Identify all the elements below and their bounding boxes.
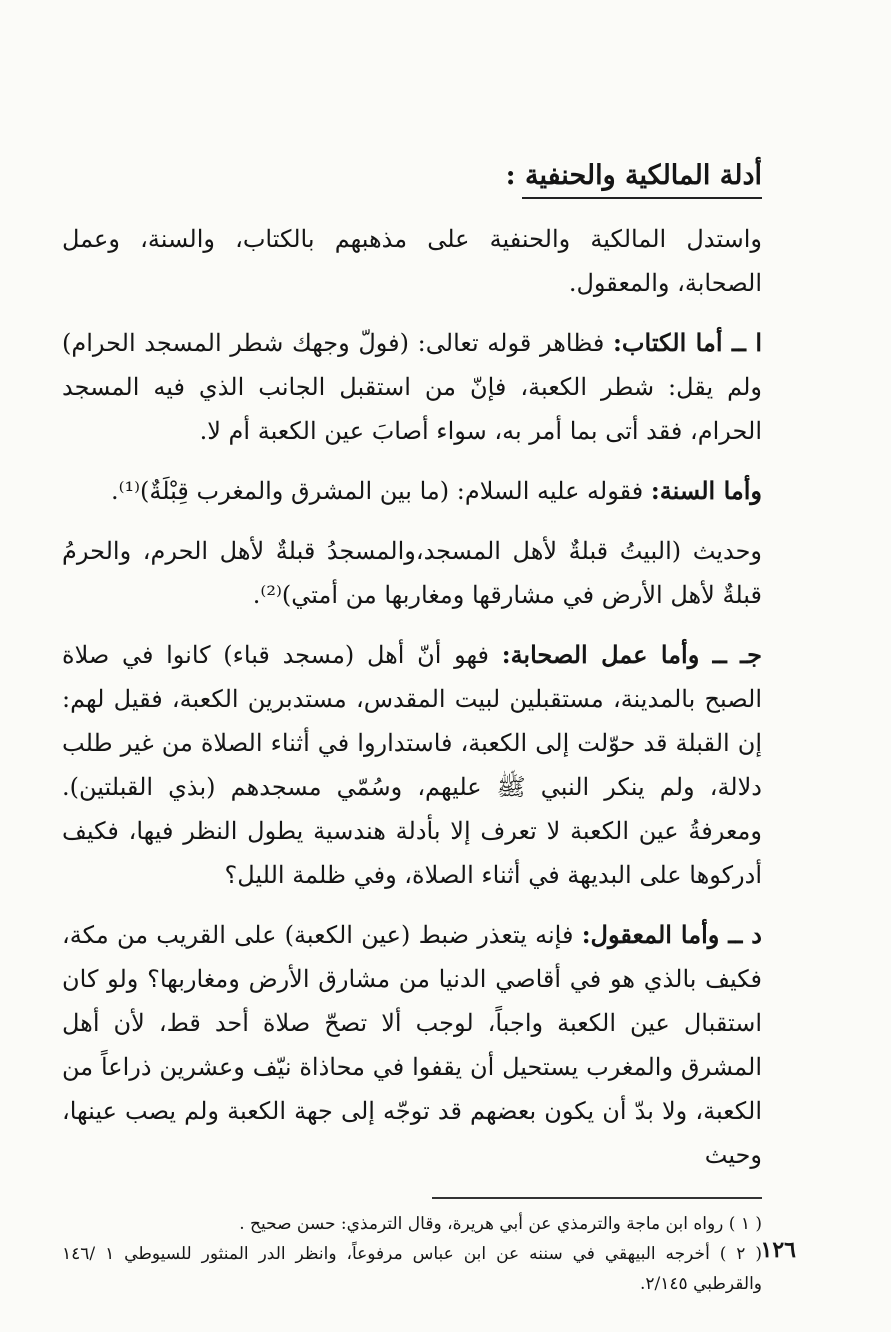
paragraph-reason: د ــ وأما المعقول: فإنه يتعذر ضبط (عين الكعبة) على القريب من مكة، فكيف بالذي هو في أقاصي الدنيا من مشارق الأرض ومغاربها؟ ولو كان استقبال عين الكعبة واجباً، لوجب ألا تصحّ صلاة أحد قط، لأن أهل المشرق والمغرب يستحيل أن يقفوا في محاذاة نيّف وعشرين ذراعاً من الكعبة، ولا بدّ أن يكون بعضهم قد توجّه إلى جهة الكعبة ولم يصب عينها، وحيث bbox=[62, 920, 762, 1169]
footnote-1: ( ١ ) رواه ابن ماجة والترمذي عن أبي هريرة، وقال الترمذي: حسن صحيح . bbox=[239, 1213, 762, 1234]
paragraph-lead: د ــ وأما المعقول: bbox=[581, 920, 762, 949]
page-body bbox=[62, 160, 762, 1299]
page-number: ١٢٦ bbox=[760, 1237, 796, 1263]
paragraph-lead: وأما السنة: bbox=[650, 476, 762, 505]
paragraph-sunnah: وأما السنة: فقوله عليه السلام: (ما بين المشرق والمغرب قِبْلَةٌ)⁽¹⁾. bbox=[110, 476, 762, 505]
paragraph-companions: جـ ــ وأما عمل الصحابة: فهو أنّ أهل (مسجد قباء) كانوا في صلاة الصبح بالمدينة، مستقبلين لبيت المقدس، مستدبرين الكعبة، فقيل لهم: إن القبلة قد حوّلت إلى الكعبة، فاستداروا في أثناء الصلاة من غير طلب دلالة، ولم ينكر النبي ﷺ عليهم، وسُمّي مسجدهم (بذي القبلتين). ومعرفةُ عين الكعبة لا تعرف إلا بأدلة هندسية يطول النظر فيها، فكيف أدركوها على البديهة في أثناء الصلاة، وفي ظلمة الليل؟ bbox=[62, 640, 763, 889]
heading-underline bbox=[522, 197, 762, 199]
paragraph-book: ا ــ أما الكتاب: فظاهر قوله تعالى: (فولّ وجهك شطر المسجد الحرام) ولم يقل: شطر الكعبة، فإنّ من استقبل الجانب الذي فيه المسجد الحرام، فقد أتى بما أمر به، سواء أصابَ عين الكعبة أم لا. bbox=[62, 328, 763, 445]
paragraph-intro: واستدل المالكية والحنفية على مذهبهم بالكتاب، والسنة، وعمل الصحابة، والمعقول. bbox=[62, 225, 762, 297]
section-heading: أدلة المالكية والحنفية : bbox=[505, 160, 762, 191]
footnote-2: ( ٢ ) أخرجه البيهقي في سننه عن ابن عباس مرفوعاً، وانظر الدر المنثور للسيوطي ١ /١٤٦ والقرطبي ٢/١٤٥. bbox=[62, 1243, 763, 1294]
paragraph-hadith: وحديث (البيتُ قبلةٌ لأهل المسجد،والمسجدُ قبلةٌ لأهل الحرم، والحرمُ قبلةٌ لأهل الأرض في مشارقها ومغاربها من أمتي)⁽²⁾. bbox=[62, 537, 762, 609]
footnote-separator bbox=[432, 1197, 762, 1199]
paragraph-lead: ا ــ أما الكتاب: bbox=[613, 328, 763, 357]
paragraph-lead: جـ ــ وأما عمل الصحابة: bbox=[501, 640, 763, 669]
